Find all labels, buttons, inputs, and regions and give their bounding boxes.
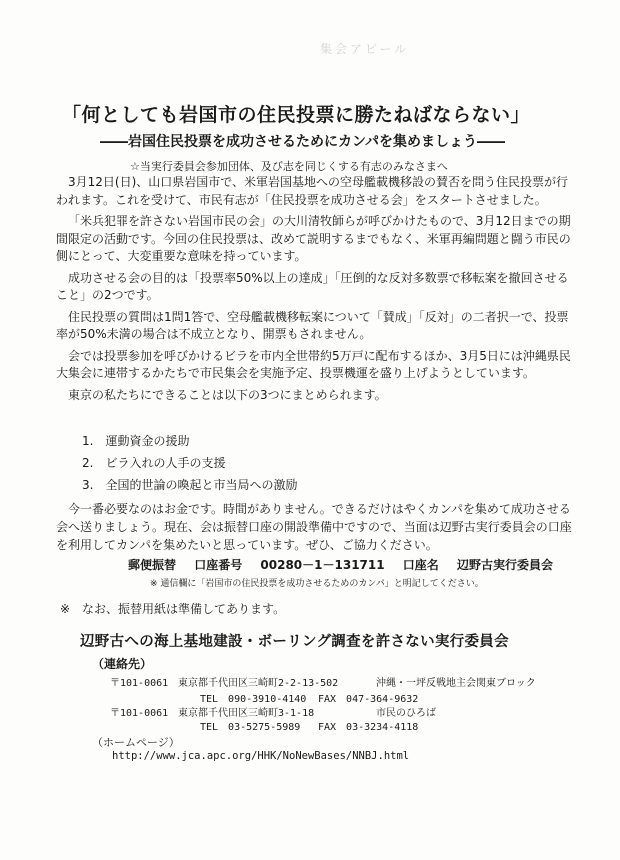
list-item: 3. 全国的世論の喚起と市当局への激励 <box>82 478 298 492</box>
invitation-line: ☆当実行委員会参加団体、及び志を同じくする有志のみなさまへ <box>130 160 448 173</box>
account-name-label: 口座名 <box>402 558 439 572</box>
organization-name: 辺野古への海上基地建設・ボーリング調査を許さない実行委員会 <box>80 634 509 650</box>
paragraph: 3月12日(日)、山口県岩国市で、米軍岩国基地への空母艦載機移設の賛否を問う住民投票が行われます。これを受けて、市民有志が「住民投票を成功させる会」をスタートさせました。 <box>56 175 569 207</box>
closing-paragraph: 今一番必要なのはお金です。時間がありません。できるだけはやくカンパを集めて成功させる会へ送りましょう。現在、会は振替口座の開設準備中ですので、当面は辺野古実行委員会の口座を利用してカンパを集めたいと思っています。ぜひ、ご協力ください。 <box>56 502 572 552</box>
bank-label: 郵便振替 <box>128 558 177 572</box>
bleed-through-text: 集会アピール <box>320 42 410 56</box>
contact-postal: 〒101-0061 <box>110 708 169 719</box>
paragraph: 東京の私たちにできることは以下の3つにまとめられます。 <box>68 387 387 402</box>
paragraph: 「米兵犯罪を許さない岩国市民の会」の大川清牧師らが呼びかけたもので、3月12日までの期間限定の活動です。今回の住民投票は、改めて説明するまでもなく、米軍再編問題と闘う市民の側にとって、大変重要な意味を持っています。 <box>56 214 571 263</box>
contact-label: （連絡先） <box>92 657 153 671</box>
contact-postal: 〒101-0061 <box>110 678 169 689</box>
account-name: 辺野古実行委員会 <box>457 558 554 572</box>
homepage-label: （ホームページ） <box>92 736 180 749</box>
page-title: 「何としても岩国市の住民投票に勝たねばならない」 <box>62 104 531 126</box>
list-item: 1. 運動資金の援助 <box>82 434 190 448</box>
bank-account-line <box>128 556 567 573</box>
account-number: 00280－1－131711 <box>260 558 385 572</box>
contact-address: 東京都千代田区三崎町3-1-18 <box>178 708 315 719</box>
page-subtitle: ――岩国住民投票を成功させるためにカンパを集めましょう―― <box>100 134 506 150</box>
contact-tel: TEL 03-5275-5989 <box>200 722 301 733</box>
contact-org: 沖縄・一坪反戦地主会関東ブロック <box>376 678 536 689</box>
body-text <box>56 174 576 408</box>
contact-address: 東京都千代田区三崎町2-2-13-502 <box>178 678 339 689</box>
paragraph: 成功させる会の目的は「投票率50%以上の達成」「圧倒的な反対多数票で移転案を撤回させること」の2つです。 <box>56 270 569 302</box>
contact-fax: FAX 03-3234-4118 <box>318 722 419 733</box>
action-list <box>82 430 297 496</box>
list-item: 2. ビラ入れの人手の支援 <box>82 456 226 470</box>
paragraph: 会では投票参加を呼びかけるビラを市内全世帯約5万戸に配布するほか、3月5日には沖縄県民大集会に連帯するかたちで市民集会を実施予定、投票機運を盛り上げようとしています。 <box>56 348 571 380</box>
contact-fax: FAX 047-364-9632 <box>318 694 419 705</box>
paragraph: 住民投票の質問は1問1答で、空母艦載機移転案について「賛成」「反対」の二者択一で、投票率が50%未満の場合は不成立となり、開票もされません。 <box>56 309 569 341</box>
account-number-label: 口座番号 <box>194 558 243 572</box>
bank-note: ※ 通信欄に「岩国市の住民投票を成功させるためのカンパ」と明記してください。 <box>150 579 484 589</box>
form-note: ※ なお、振替用紙は準備してあります。 <box>60 602 286 616</box>
contact-org: 市民のひろば <box>376 708 436 719</box>
contact-tel: TEL 090-3910-4140 <box>200 694 307 705</box>
homepage-url[interactable]: http://www.jca.apc.org/HHK/NoNewBases/NNBJ.html <box>112 750 410 762</box>
